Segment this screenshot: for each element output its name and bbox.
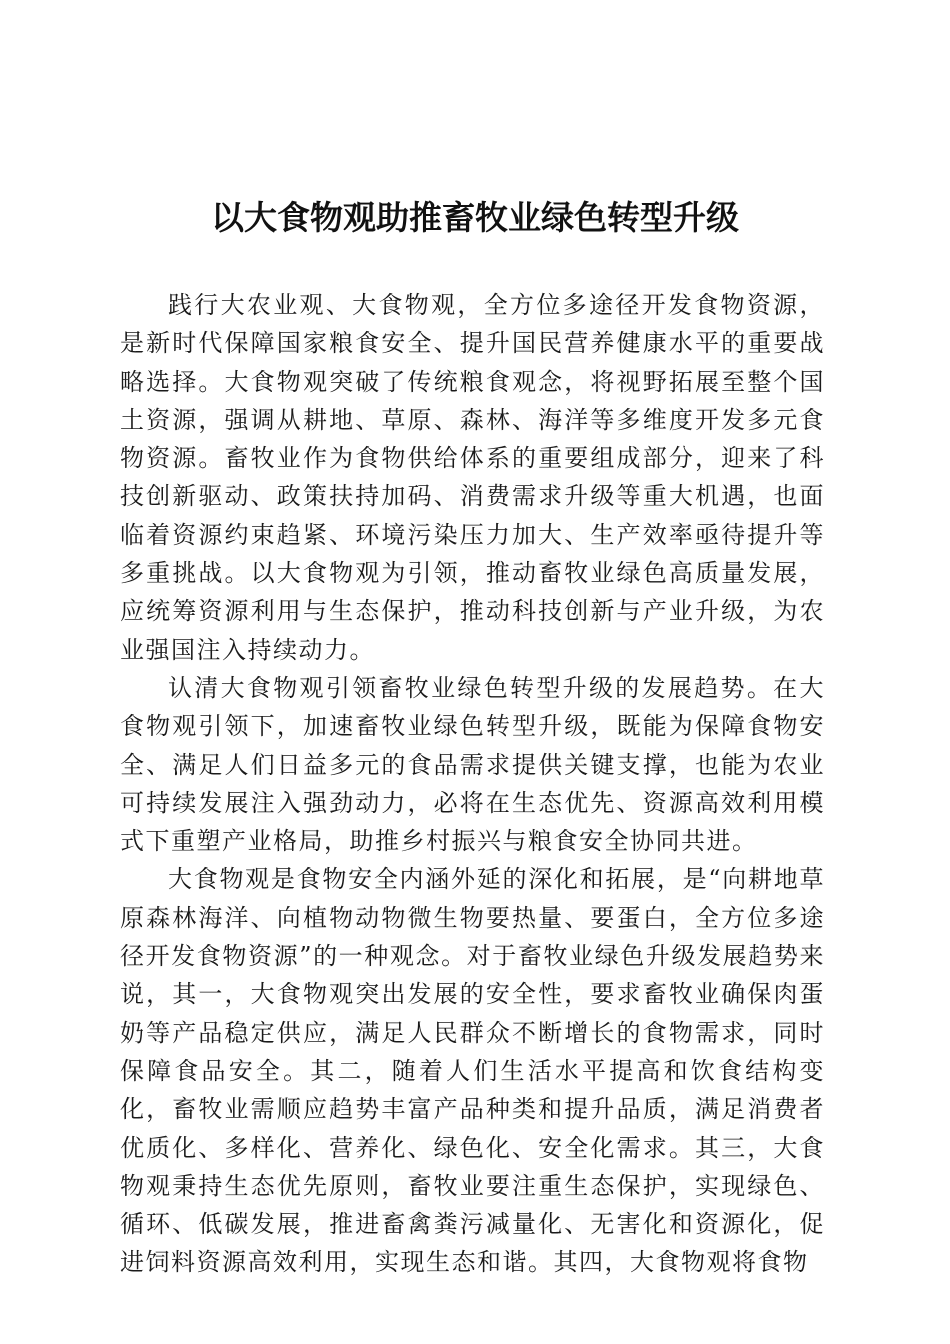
paragraph-1: 践行大农业观、大食物观，全方位多途径开发食物资源，是新时代保障国家粮食安全、提升国民营养健康水平的重要战略选择。大食物观突破了传统粮食观念，将视野拓展至整个国土资源，强调从耕地、草原、森林、海洋等多维度开发多元食物资源。畜牧业作为食物供给体系的重要组成部分，迎来了科技创新驱动、政策扶持加码、消费需求升级等重大机遇，也面临着资源约束趋紧、环境污染压力加大、生产效率亟待提升等多重挑战。以大食物观为引领，推动畜牧业绿色高质量发展，应统筹资源利用与生态保护，推动科技创新与产业升级，为农业强国注入持续动力。 bbox=[120, 291, 825, 664]
paragraph-3: 大食物观是食物安全内涵外延的深化和拓展，是“向耕地草原森林海洋、向植物动物微生物要热量、要蛋白，全方位多途径开发食物资源”的一种观念。对于畜牧业绿色升级发展趋势来说，其一，大食物观突出发展的安全性，要求畜牧业确保肉蛋奶等产品稳定供应，满足人民群众不断增长的食物需求，同时保障食品安全。其二，随着人们生活水平提高和饮食结构变化，畜牧业需顺应趋势丰富产品种类和提升品质，满足消费者优质化、多样化、营养化、绿色化、安全化需求。其三，大食物观秉持生态优先原则，畜牧业要注重生态保护，实现绿色、循环、低碳发展，推进畜禽粪污减量化、无害化和资源化，促进饲料资源高效利用，实现生态和谐。其四，大食物观将食物 bbox=[120, 865, 825, 1277]
paragraph-2: 认清大食物观引领畜牧业绿色转型升级的发展趋势。在大食物观引领下，加速畜牧业绿色转型升级，既能为保障食物安全、满足人们日益多元的食品需求提供关键支撑，也能为农业可持续发展注入强劲动力，必将在生态优先、资源高效利用模式下重塑产业格局，助推乡村振兴与粮食安全协同共进。 bbox=[120, 673, 825, 856]
document-title: 以大食物观助推畜牧业绿色转型升级 bbox=[211, 198, 739, 237]
document-body bbox=[120, 286, 825, 1282]
